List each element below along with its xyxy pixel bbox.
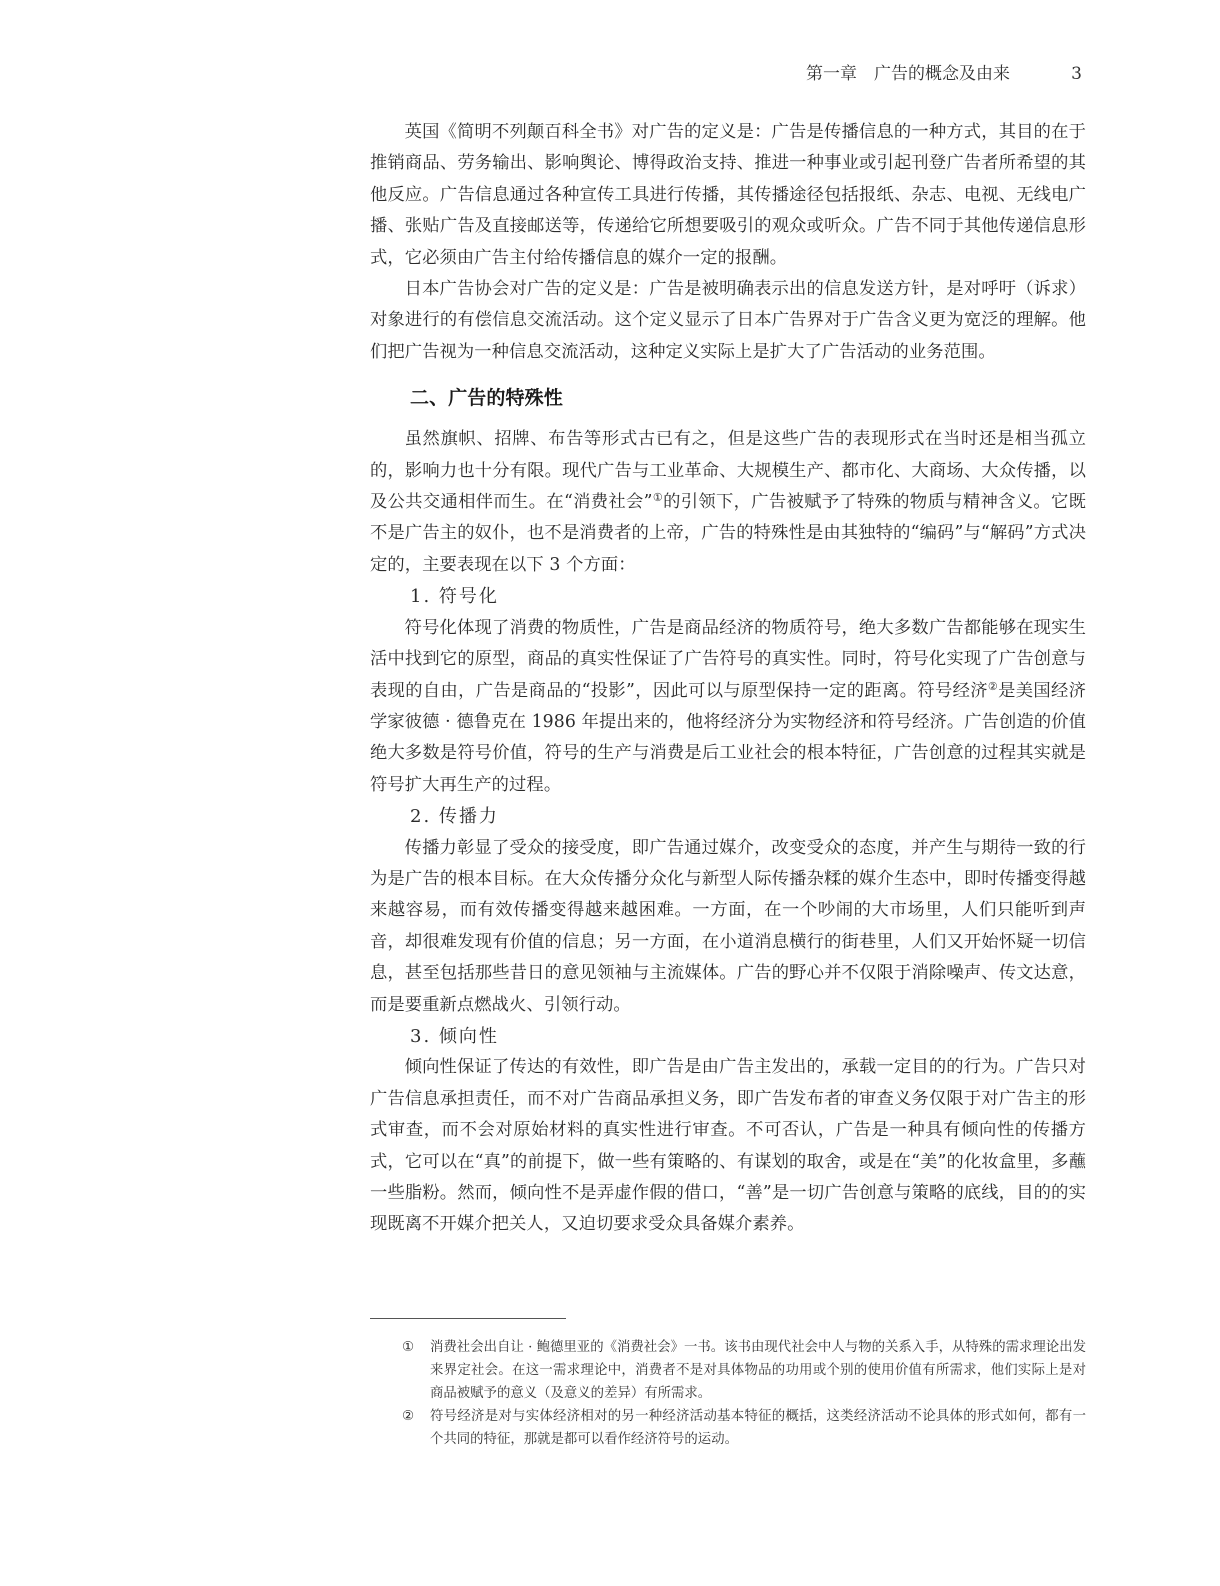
subsection-title-tendency: 3. 倾向性	[410, 1025, 499, 1047]
footnotes	[402, 1336, 1086, 1451]
footnote-text: 符号经济是对与实体经济相对的另一种经济活动基本特征的概括，这类经济活动不论具体的形式如何，都有一个共同的特征，那就是都可以看作经济符号的运动。	[430, 1409, 1086, 1447]
paragraph-section-intro	[370, 424, 1086, 581]
footnote-mark: ②	[402, 1409, 415, 1424]
paragraph-communication-power: 传播力彰显了受众的接受度，即广告通过媒介，改变受众的态度，并产生与期待一致的行为是广告的根本目标。在大众传播分众化与新型人际传播杂糅的媒介生态中，即时传播变得越来越容易，而有效传播变得越来越困难。一方面，在一个吵闹的大市场里，人们只能听到声音，却很难发现有价值的信息；另一方面，在小道消息横行的街巷里，人们又开始怀疑一切信息，甚至包括那些昔日的意见领袖与主流媒体。广告的野心并不仅限于消除噪声、传文达意，而是要重新点燃战火、引领行动。	[370, 837, 1086, 1015]
chapter-title: 第一章 广告的概念及由来	[806, 64, 1010, 84]
footnote-mark: ①	[402, 1340, 415, 1355]
subsection-title-communication-power: 2. 传播力	[410, 806, 499, 828]
section-title: 二、广告的特殊性	[410, 387, 563, 410]
paragraph-tendency: 倾向性保证了传达的有效性，即广告是由广告主发出的，承载一定目的的行为。广告只对广告信息承担责任，而不对广告商品承担义务，即广告发布者的审查义务仅限于对广告主的形式审查，而不会对原始材料的真实性进行审查。不可否认，广告是一种具有倾向性的传播方式，它可以在“真”的前提下，做一些有策略的、有谋划的取舍，或是在“美”的化妆盒里，多蘸一些脂粉。然而，倾向性不是弄虚作假的借口，“善”是一切广告创意与策略的底线，目的的实现既离不开媒介把关人，又迫切要求受众具备媒介素养。	[370, 1057, 1086, 1235]
paragraph-text: 虽然旗帜、招牌、布告等形式古已有之，但是这些广告的表现形式在当时还是相当孤立的，影响力也十分有限。现代广告与工业革命、大规模生产、都市化、大商场、大众传播，以及公共交通相伴而生。在“消费社会”	[370, 429, 1086, 513]
main-text	[370, 117, 1086, 1241]
paragraph-text: 是美国经济学家彼德 · 德鲁克在 1986 年提出来的，他将经济分为实物经济和符号经济。广告创造的价值绝大多数是符号价值，符号的生产与消费是后工业社会的根本特征，广告创意的过程其实就是符号扩大再生产的过程。	[370, 680, 1086, 795]
footnote-divider	[370, 1318, 566, 1319]
footnote-1	[402, 1336, 1086, 1405]
footnote-2	[402, 1405, 1086, 1451]
page-number: 3	[1071, 64, 1082, 84]
paragraph-japan-definition: 日本广告协会对广告的定义是：广告是被明确表示出的信息发送方针，是对呼吁（诉求）对象进行的有偿信息交流活动。这个定义显示了日本广告界对于广告含义更为宽泛的理解。他们把广告视为一种信息交流活动，这种定义实际上是扩大了广告活动的业务范围。	[370, 279, 1086, 362]
paragraph-symbolization	[370, 613, 1086, 801]
subsection-title-symbolization: 1. 符号化	[410, 586, 499, 608]
paragraph-text: 符号化体现了消费的物质性，广告是商品经济的物质符号，绝大多数广告都能够在现实生活中找到它的原型，商品的真实性保证了广告符号的真实性。同时，符号化实现了广告创意与表现的自由，广告是商品的“投影”，因此可以与原型保持一定的距离。符号经济	[370, 617, 1086, 701]
footnote-ref-1[interactable]: ①	[652, 491, 664, 505]
paragraph-text: 的引领下，广告被赋予了特殊的物质与精神含义。它既不是广告主的奴仆，也不是消费者的上帝，广告的特殊性是由其独特的“编码”与“解码”方式决定的，主要表现在以下 3 个方面：	[370, 492, 1086, 575]
footnote-ref-2[interactable]: ②	[987, 679, 999, 693]
paragraph-britannica-definition: 英国《简明不列颠百科全书》对广告的定义是：广告是传播信息的一种方式，其目的在于推销商品、劳务输出、影响舆论、博得政治支持、推进一种事业或引起刊登广告者所希望的其他反应。广告信息通过各种宣传工具进行传播，其传播途径包括报纸、杂志、电视、无线电广播、张贴广告及直接邮送等，传递给它所想要吸引的观众或听众。广告不同于其他传递信息形式，它必须由广告主付给传播信息的媒介一定的报酬。	[370, 122, 1086, 268]
footnote-text: 消费社会出自让 · 鲍德里亚的《消费社会》一书。该书由现代社会中人与物的关系入手，从特殊的需求理论出发来界定社会。在这一需求理论中，消费者不是对具体物品的功用或个别的使用价值有所需求，他们实际上是对商品被赋予的意义（及意义的差异）有所需求。	[430, 1340, 1086, 1401]
